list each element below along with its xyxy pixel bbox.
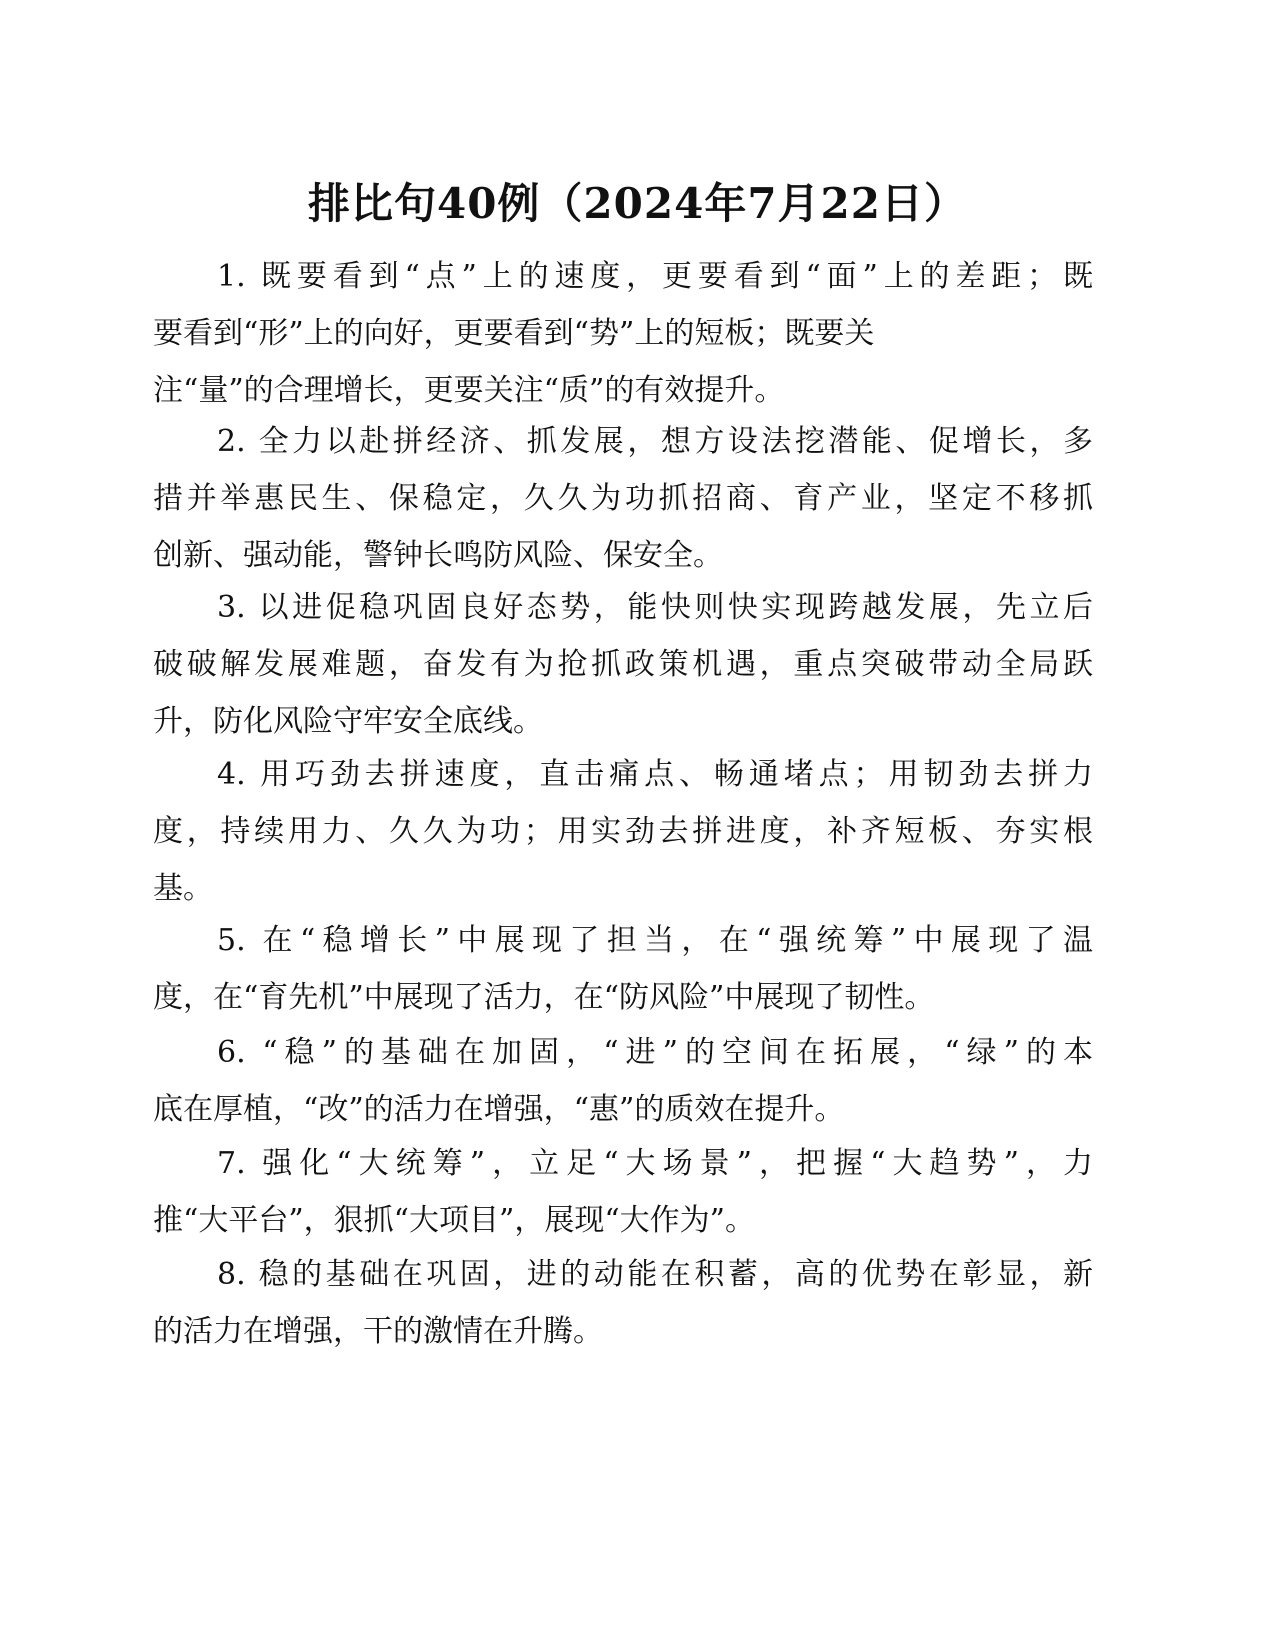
- paragraph-line: 5. 在“稳增长”中展现了担当，在“强统筹”中展现了温: [217, 923, 1093, 958]
- paragraph-line: 升，防化风险守牢安全底线。: [153, 704, 543, 739]
- paragraph-4: [153, 746, 1093, 917]
- paragraph-2: [153, 413, 1093, 584]
- paragraph-3: [153, 579, 1093, 750]
- paragraph-1: [153, 248, 1093, 419]
- paragraph-line: 创新、强动能，警钟长鸣防风险、保安全。: [153, 538, 723, 573]
- paragraph-line: 8. 稳的基础在巩固，进的动能在积蓄，高的优势在彰显，新: [217, 1257, 1093, 1292]
- paragraph-line: 7. 强化“大统筹”，立足“大场景”，把握“大趋势”，力: [217, 1146, 1093, 1181]
- paragraph-8: [153, 1246, 1093, 1360]
- paragraph-line: 的活力在增强，干的激情在升腾。: [153, 1314, 603, 1349]
- paragraph-line: 底在厚植，“改”的活力在增强，“惠”的质效在提升。: [153, 1092, 845, 1127]
- paragraph-line: 3. 以进促稳巩固良好态势，能快则快实现跨越发展，先立后: [217, 590, 1093, 625]
- paragraph-line: 1. 既要看到“点”上的速度，更要看到“面”上的差距；既: [217, 259, 1093, 294]
- paragraph-line: 破破解发展难题，奋发有为抢抓政策机遇，重点突破带动全局跃: [153, 647, 1093, 682]
- paragraph-line: 度，在“育先机”中展现了活力，在“防风险”中展现了韧性。: [153, 980, 935, 1015]
- paragraph-line: 度，持续用力、久久为功；用实劲去拼进度，补齐短板、夯实根: [153, 814, 1093, 849]
- paragraph-line: 4. 用巧劲去拼速度，直击痛点、畅通堵点；用韧劲去拼力: [217, 757, 1093, 792]
- paragraph-7: [153, 1135, 1093, 1249]
- paragraph-line: 基。: [153, 871, 213, 906]
- paragraph-line: 6. “稳”的基础在加固，“进”的空间在拓展，“绿”的本: [217, 1035, 1093, 1070]
- document-title: 排比句40例（2024年7月22日）: [307, 179, 967, 228]
- paragraph-line: 注“量”的合理增长，更要关注“质”的有效提升。: [153, 373, 785, 408]
- paragraph-line: 2. 全力以赴拼经济、抓发展，想方设法挖潜能、促增长，多: [217, 424, 1093, 459]
- paragraph-5: [153, 912, 1093, 1026]
- paragraph-line: 要看到“形”上的向好，更要看到“势”上的短板；既要关: [153, 316, 875, 351]
- paragraph-line: 措并举惠民生、保稳定，久久为功抓招商、育产业，坚定不移抓: [153, 481, 1093, 516]
- paragraph-6: [153, 1024, 1093, 1138]
- paragraph-line: 推“大平台”，狠抓“大项目”，展现“大作为”。: [153, 1203, 756, 1238]
